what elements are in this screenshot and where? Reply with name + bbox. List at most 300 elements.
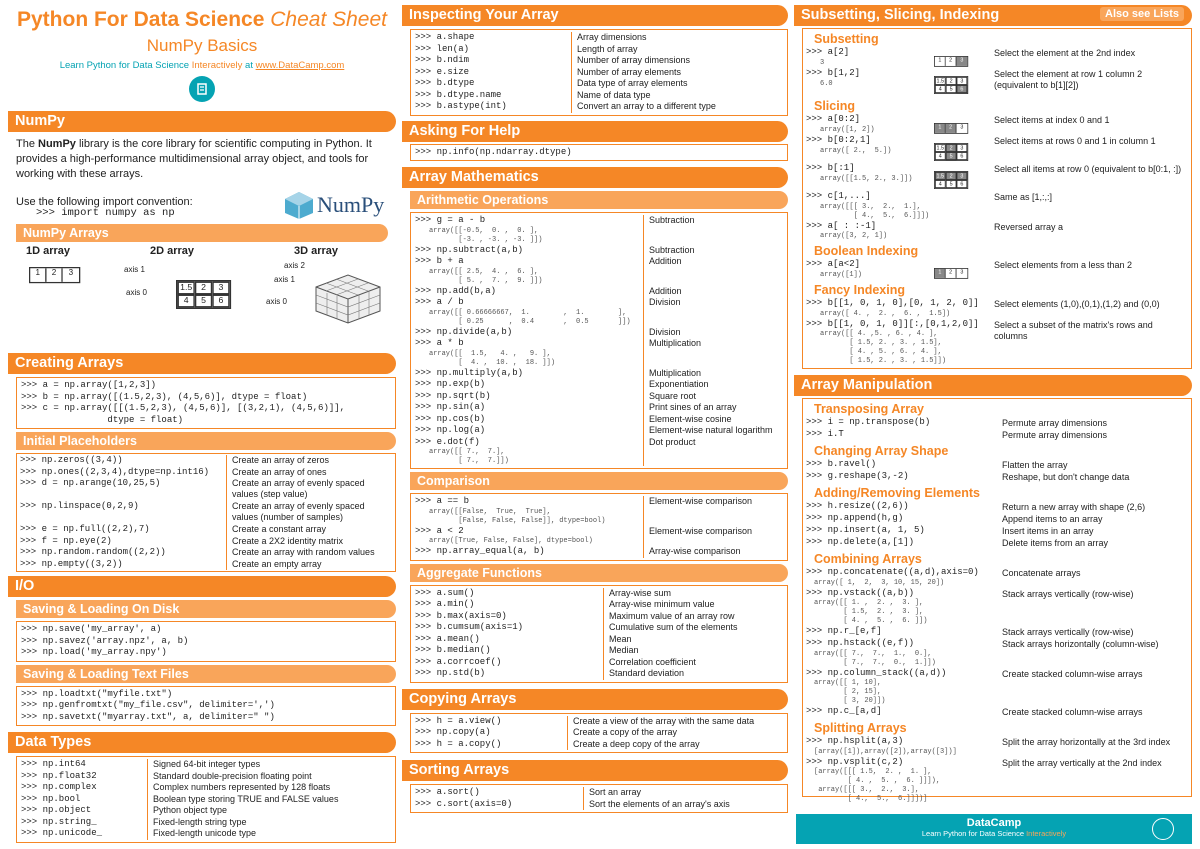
datacamp-footer-icon	[1152, 818, 1174, 840]
description: Stack arrays horizontally (column-wise)	[1002, 639, 1159, 649]
manip-code-col	[806, 525, 1002, 537]
description: Sort an array	[589, 787, 642, 797]
datatypes-header: Data Types	[8, 732, 396, 753]
array-3d-cube-icon	[314, 269, 382, 325]
description: Fixed-length unicode type	[153, 828, 257, 838]
code-line: >>> np.hsplit(a,3)	[806, 736, 904, 746]
numpy-intro	[16, 137, 388, 182]
code-line: >>> np.load('my_array.npy')	[21, 647, 167, 657]
code-line: >>> a = np.array([1,2,3])	[21, 380, 157, 390]
copy-box	[410, 713, 788, 754]
description: Create an array of evenly spaced values (number of samples)	[232, 501, 365, 522]
code-line: >>> np.add(b,a)	[415, 285, 497, 296]
page-subtitle: NumPy Basics	[146, 36, 258, 55]
see-lists-link[interactable]: Also see Lists	[1100, 7, 1184, 21]
inspect-header: Inspecting Your Array	[402, 5, 788, 26]
code-line: >>> h = a.copy()	[415, 738, 502, 749]
code-line: >>> np.loadtxt("myfile.txt")	[21, 688, 173, 699]
code-line: >>> np.complex	[21, 782, 97, 792]
code-line: >>> np.sin(a)	[415, 402, 486, 412]
manip-row	[806, 668, 1188, 707]
code-line: >>> f = np.eye(2)	[20, 535, 112, 546]
output-text: array([[ 7., 7., 1., 0.], [ 7., 7., 0., 1.]])	[814, 649, 936, 667]
disk-box	[16, 621, 396, 662]
manip-subheader: Changing Array Shape	[814, 444, 949, 458]
numpy-section	[8, 132, 396, 353]
array-grid-icon	[934, 76, 968, 94]
code-line: >>> np.info(np.ndarray.dtype)	[415, 146, 572, 157]
code-line: >>> a[2]	[806, 47, 850, 57]
intro-c: library is the core library for scientific computing in Python. It provides a high-performance multidimensional array object, and tools for working with these arrays.	[16, 138, 372, 180]
description: Number of array dimensions	[577, 55, 691, 65]
cell: 6	[957, 85, 968, 93]
description: Flatten the array	[1002, 460, 1068, 470]
cell: 3	[212, 281, 229, 294]
subset-code-col	[806, 319, 994, 367]
code-line: >>> h.resize((2,6))	[806, 501, 909, 511]
cell: 1	[30, 268, 46, 282]
manip-code-col	[806, 588, 1002, 627]
description: Select the element at row 1 column 2 (equivalent to b[1][2])	[994, 69, 1143, 90]
code-line: >>> np.array_equal(a, b)	[415, 546, 545, 556]
math-header: Array Mathematics	[402, 167, 788, 188]
code-line: >>> np.multiply(a,b)	[415, 367, 524, 378]
code-line: >>> a.sort()	[415, 787, 480, 797]
description: Signed 64-bit integer types	[153, 759, 261, 769]
description: Element-wise cosine	[649, 413, 732, 424]
subset-row	[806, 135, 1188, 163]
subset-code-col	[806, 135, 934, 163]
subset-box	[802, 28, 1192, 369]
output-text: array([[[ 3., 2., 1.], [ 4., 5., 6.]]])	[820, 202, 930, 220]
cell: 4	[177, 294, 194, 307]
placeholders-box	[16, 453, 396, 572]
manip-code-col	[806, 757, 1002, 805]
manip-subheader: Splitting Arrays	[814, 721, 907, 735]
description: Median	[609, 645, 639, 655]
cell: 3	[957, 57, 968, 66]
description: Select items at rows 0 and 1 in column 1	[994, 136, 1156, 146]
subset-code-col	[806, 221, 934, 242]
array-grid-icon	[934, 143, 968, 161]
subset-grid-col	[934, 259, 994, 280]
code-line: >>> np.float32	[21, 770, 97, 781]
description: Length of array	[577, 43, 638, 54]
label-1d: 1D array	[26, 244, 71, 257]
description: Select a subset of the matrix's rows and columns	[994, 319, 1153, 341]
code-line: >>> b.dtype	[415, 78, 475, 88]
placeholders-code-col	[20, 455, 226, 570]
description: Permute array dimensions	[1002, 430, 1108, 440]
code-line: >>> np.unicode_	[21, 828, 103, 838]
description: Select all items at row 0 (equivalent to b[0:1, :])	[994, 164, 1182, 174]
cell: 6	[957, 180, 968, 188]
cell: 6	[957, 152, 968, 160]
code-line: >>> np.linspace(0,2,9)	[20, 501, 139, 511]
code-line: >>> a.corrcoef()	[415, 656, 502, 667]
output-text: [array([[[ 1.5, 2. , 1. ], [ 4. , 5. , 6. ]]]), array([[[ 3., 2., 3.], [ 4., 5., 6.]]])]	[814, 768, 941, 803]
description: Select elements (1,0),(0,1),(1,2) and (0,0)	[994, 299, 1160, 309]
code-line: >>> e.size	[415, 66, 470, 77]
code-line: >>> b.ravel()	[806, 459, 877, 469]
footer-bar	[796, 814, 1192, 844]
description: Create stacked column-wise arrays	[1002, 707, 1143, 717]
manip-code-col	[806, 706, 1002, 718]
code-line: >>> h = a.view()	[415, 715, 502, 726]
description: Addition	[649, 285, 682, 296]
code-line: >>> np.r_[e,f]	[806, 626, 882, 636]
placeholders-header: Initial Placeholders	[16, 432, 396, 450]
output-text: array([[ 4. ,5. , 6. , 4. ], [ 1.5, 2. , 3. , 1.5], [ 4. , 5. , 6. , 4. ], [ 1.5, 2. , 3. , 1.5]])	[820, 330, 947, 365]
import-convention-label: Use the following import convention:	[16, 196, 193, 208]
description: Subtraction	[649, 215, 695, 225]
manip-code-col	[806, 638, 1002, 668]
aggregate-header: Aggregate Functions	[410, 564, 788, 582]
code-line: >>> np.savetxt("myarray.txt", a, delimiter=" ")	[21, 711, 275, 722]
numpy-cube-icon	[283, 190, 315, 220]
manip-row	[806, 513, 1188, 525]
subset-row	[806, 319, 1188, 367]
description: Sort the elements of an array's axis	[589, 798, 730, 809]
description: Insert items in an array	[1002, 526, 1094, 536]
import-code: >>> import numpy as np	[36, 207, 175, 219]
cell: 1	[935, 57, 946, 66]
sort-header: Sorting Arrays	[402, 760, 788, 781]
code-line: >>> b + a	[415, 256, 464, 266]
subset-subheader: Fancy Indexing	[814, 283, 905, 297]
code-line: >>> np.int64	[21, 759, 86, 769]
arith-code-col	[415, 215, 643, 466]
code-line: >>> np.concatenate((a,d),axis=0)	[806, 567, 979, 577]
manip-code-col	[806, 736, 1002, 757]
description: Division	[649, 326, 681, 337]
output-text: array([[False, True, True], [False, False, False]], dtype=bool)	[429, 507, 606, 525]
manip-code-col	[806, 429, 1002, 441]
output-text: array([[1.5, 2., 3.]])	[820, 174, 913, 183]
cell: 2	[47, 268, 63, 282]
description: Delete items from an array	[1002, 538, 1109, 548]
datatypes-desc-col	[147, 759, 391, 840]
comparison-box	[410, 493, 788, 561]
code-line: >>> np.string_	[21, 816, 97, 827]
manip-row	[806, 525, 1188, 537]
datacamp-link[interactable]: www.DataCamp.com	[255, 60, 345, 71]
code-line: >>> a[ : :-1]	[806, 220, 877, 231]
subset-grid-col	[934, 191, 994, 221]
manip-subheader: Adding/Removing Elements	[814, 486, 980, 500]
description: Complex numbers represented by 128 floats	[153, 782, 331, 792]
title-main: Python For Data Science	[16, 8, 265, 31]
code-line: >>> np.exp(b)	[415, 379, 486, 389]
code-line: >>> np.insert(a, 1, 5)	[806, 525, 925, 535]
code-line: >>> c[1,...]	[806, 191, 871, 201]
code-line: >>> a.sum()	[415, 587, 475, 598]
output-text: array([ 2., 5.])	[820, 146, 892, 155]
numpy-header: NumPy	[8, 111, 396, 132]
description: Array-wise sum	[609, 587, 672, 598]
code-line: >>> np.savez('array.npz', a, b)	[21, 635, 189, 646]
output-text: 3	[820, 58, 825, 67]
code-line: >>> np.divide(a,b)	[415, 326, 513, 337]
column-middle	[402, 5, 788, 844]
cell: 3	[957, 144, 968, 152]
comparison-header: Comparison	[410, 472, 788, 490]
subset-subheader: Slicing	[814, 99, 855, 113]
subset-row	[806, 259, 1188, 280]
code-line: >>> a / b	[415, 297, 464, 307]
cell: 1.5	[936, 78, 945, 85]
subset-row	[806, 114, 1188, 135]
intro-b: NumPy	[38, 138, 76, 150]
output-text: array([1])	[820, 270, 863, 279]
description: Select items at index 0 and 1	[994, 115, 1110, 125]
array-2d-grid	[176, 280, 231, 309]
footer-tagline	[796, 829, 1192, 838]
output-text: [array([1]),array([2]),array([3])]	[814, 747, 957, 756]
cell: 3	[957, 172, 968, 180]
code-line: >>> b = np.array([(1.5,2,3), (4,5,6)], dtype = float)	[21, 391, 308, 402]
cell: 1.5	[936, 145, 945, 152]
code-line: >>> a == b	[415, 496, 470, 506]
subset-title: Subsetting, Slicing, Indexing	[801, 7, 1000, 23]
manip-code-col	[806, 626, 1002, 638]
array-1d-grid	[29, 267, 80, 283]
title-italic: Cheat Sheet	[270, 8, 387, 31]
help-box	[410, 144, 788, 162]
subset-subheader: Boolean Indexing	[814, 244, 919, 258]
code-line: >>> np.delete(a,[1])	[806, 537, 915, 547]
description: Subtraction	[649, 244, 695, 255]
description: Return a new array with shape (2,6)	[1002, 502, 1146, 512]
axis1-label-3d: axis 1	[274, 274, 295, 284]
subset-code-col	[806, 47, 934, 68]
description: Element-wise comparison	[649, 525, 753, 536]
sort-box	[410, 784, 788, 813]
placeholders-desc-col	[226, 455, 392, 570]
aggregate-box	[410, 585, 788, 683]
output-text: array([[ 1. , 2. , 3. ], [ 1.5, 2. , 3. ], [ 4. , 5. , 6. ]])	[814, 599, 928, 625]
footer-tag-a: Learn Python for Data Science	[921, 829, 1027, 838]
description: Convert an array to a different type	[577, 101, 716, 111]
code-line: >>> d = np.arange(10,25,5)	[20, 478, 161, 488]
description: Standard double-precision floating point	[153, 770, 312, 781]
sort-code-col	[415, 787, 583, 810]
creating-arrays-box	[16, 377, 396, 429]
cell: 3	[957, 124, 968, 133]
manip-code-col	[806, 537, 1002, 549]
description: Division	[649, 297, 681, 307]
code-line: >>> np.vsplit(c,2)	[806, 756, 904, 767]
code-line: >>> b[[1, 0, 1, 0],[0, 1, 2, 0]]	[806, 298, 979, 308]
description: Array-wise minimum value	[609, 599, 715, 609]
description: Create a view of the array with the same data	[573, 715, 755, 726]
manip-row	[806, 501, 1188, 513]
description: Exponentiation	[649, 379, 709, 389]
aggregate-desc-col	[603, 588, 783, 680]
manip-row	[806, 736, 1188, 757]
footer-brand: DataCamp	[966, 817, 1022, 829]
subset-grid-col	[934, 221, 994, 242]
code-line: >>> a.min()	[415, 599, 475, 609]
code-line: >>> b[0:2,1]	[806, 135, 871, 145]
description: Create stacked column-wise arrays	[1002, 668, 1143, 679]
manip-subheader: Combining Arrays	[814, 552, 922, 566]
code-line: >>> c.sort(axis=0)	[415, 798, 513, 809]
cell: 4	[935, 85, 946, 93]
code-line: >>> np.vstack((a,b))	[806, 587, 915, 598]
numpy-logo	[283, 190, 384, 220]
axis0-label: axis 0	[126, 287, 147, 297]
code-line: >>> np.log(a)	[415, 425, 486, 435]
code-line: >>> np.object	[21, 805, 92, 815]
subset-row	[806, 47, 1188, 68]
description: Stack arrays vertically (row-wise)	[1002, 627, 1134, 637]
description: Create a deep copy of the array	[573, 738, 700, 749]
creating-arrays-header: Creating Arrays	[8, 353, 396, 374]
aggregate-code-col	[415, 588, 603, 680]
description: Standard deviation	[609, 668, 685, 678]
tagline-c: at	[242, 60, 256, 71]
sort-desc-col	[583, 787, 783, 810]
output-text: array([1, 2])	[820, 125, 875, 134]
subset-code-col	[806, 298, 994, 319]
tagline-a: Learn Python for Data Science	[59, 60, 192, 71]
description: Concatenate arrays	[1002, 568, 1081, 578]
code-line: >>> a[a<2]	[806, 259, 861, 269]
description: Append items to an array	[1002, 514, 1103, 524]
cell: 2	[946, 269, 957, 278]
textfiles-header: Saving & Loading Text Files	[16, 665, 396, 683]
manip-row	[806, 471, 1188, 483]
description: Create a 2X2 identity matrix	[232, 535, 344, 546]
cell: 3	[957, 269, 968, 278]
subset-grid-col	[934, 114, 994, 135]
description: Square root	[649, 390, 697, 401]
axis2-label: axis 2	[284, 260, 305, 270]
subset-grid-col	[934, 47, 994, 68]
description: Element-wise comparison	[649, 496, 753, 506]
description: Boolean type storing TRUE and FALSE values	[153, 793, 339, 804]
array-grid-icon	[934, 171, 968, 189]
code-line: >>> np.sqrt(b)	[415, 390, 491, 401]
output-text: array([3, 2, 1])	[820, 232, 888, 240]
subset-grid-col	[934, 163, 994, 191]
subset-code-col	[806, 68, 934, 96]
axis0-label-3d: axis 0	[266, 296, 287, 306]
code-line: >>> b.dtype.name	[415, 89, 502, 100]
description: Array-wise comparison	[649, 546, 741, 556]
cell: 1	[935, 269, 946, 278]
description: Dot product	[649, 436, 696, 447]
output-text: array([[ 1.5, 4. , 9. ], [ 4. , 10. , 18. ]])	[429, 349, 556, 367]
output-text: array([ 4. , 2. , 6. , 1.5])	[820, 309, 951, 318]
cell: 5	[946, 180, 957, 188]
code-line: >>> np.std(b)	[415, 668, 486, 678]
arith-desc-col	[643, 215, 783, 466]
code-line: >>> c = np.array([[(1.5,2,3), (4,5,6)], [(3,2,1), (4,5,6)]],	[21, 403, 346, 413]
datatypes-code-col	[21, 759, 147, 840]
description: Maximum value of an array row	[609, 610, 735, 621]
manip-box	[802, 398, 1192, 803]
cell: 2	[946, 172, 957, 180]
inspect-box	[410, 29, 788, 116]
description: Number of array elements	[577, 66, 682, 77]
code-line: >>> g.reshape(3,-2)	[806, 471, 909, 481]
subset-row	[806, 191, 1188, 221]
numpy-arrays-header: NumPy Arrays	[16, 224, 388, 242]
description: Print sines of an array	[649, 402, 737, 412]
title-block	[8, 8, 396, 111]
subset-code-col	[806, 163, 934, 191]
manip-code-col	[806, 459, 1002, 471]
description: Mean	[609, 633, 632, 644]
cell: 2	[195, 281, 212, 294]
manip-row	[806, 417, 1188, 429]
description: Reversed array a	[994, 221, 1064, 232]
io-header: I/O	[8, 576, 396, 597]
code-line: >>> i.T	[806, 429, 844, 439]
description: Split the array vertically at the 2nd index	[1002, 757, 1162, 768]
description: Multiplication	[649, 367, 702, 378]
output-text: 6.0	[820, 79, 833, 88]
code-line: >>> np.cos(b)	[415, 413, 486, 424]
subset-code-col	[806, 114, 934, 135]
description: Data type of array elements	[577, 78, 688, 88]
inspect-code-col	[415, 32, 571, 113]
description: Addition	[649, 256, 682, 266]
code-line: >>> b[:1]	[806, 163, 855, 173]
cell: 3	[63, 268, 79, 282]
description: Multiplication	[649, 338, 702, 348]
page-title	[8, 8, 396, 32]
subset-header	[794, 5, 1192, 26]
cell: 5	[946, 152, 957, 160]
code-line: >>> np.c_[a,d]	[806, 706, 882, 716]
code-line: >>> np.append(h,g)	[806, 513, 904, 523]
footer-tag-b: Interactively	[1026, 829, 1067, 838]
code-line: >>> b.max(axis=0)	[415, 610, 507, 621]
code-line: >>> a.mean()	[415, 633, 480, 644]
manip-code-col	[806, 668, 1002, 707]
array-grid-icon	[934, 268, 968, 279]
code-line: >>> np.genfromtxt("my_file.csv", delimiter=',')	[21, 700, 275, 710]
code-line: >>> a.shape	[415, 32, 475, 42]
subset-grid-col	[934, 68, 994, 96]
code-line: >>> np.random.random((2,2))	[20, 547, 166, 557]
output-text: array([ 1, 2, 3, 10, 15, 20])	[814, 578, 945, 587]
copy-code-col	[415, 716, 567, 751]
label-2d: 2D array	[150, 244, 195, 257]
code-line: >>> g = a - b	[415, 215, 486, 225]
subset-subheader: Subsetting	[814, 32, 879, 46]
manip-code-col	[806, 513, 1002, 525]
code-line: >>> np.save('my_array', a)	[21, 624, 162, 634]
code-line: >>> b.astype(int)	[415, 101, 507, 111]
comparison-code-col	[415, 496, 643, 558]
manip-row	[806, 706, 1188, 718]
help-header: Asking For Help	[402, 121, 788, 142]
code-line: >>> a < 2	[415, 525, 464, 536]
description: Create a copy of the array	[573, 727, 678, 737]
datacamp-logo-icon	[189, 76, 215, 102]
code-line: >>> np.ones((2,3,4),dtype=np.int16)	[20, 466, 210, 477]
output-text: array([[-0.5, 0. , 0. ], [-3. , -3. , -3. ]])	[429, 226, 543, 244]
manip-row	[806, 429, 1188, 441]
description: Select elements from a less than 2	[994, 260, 1133, 270]
code-line: >>> i = np.transpose(b)	[806, 417, 931, 427]
array-grid-icon	[934, 56, 968, 67]
datatypes-box	[16, 756, 396, 843]
